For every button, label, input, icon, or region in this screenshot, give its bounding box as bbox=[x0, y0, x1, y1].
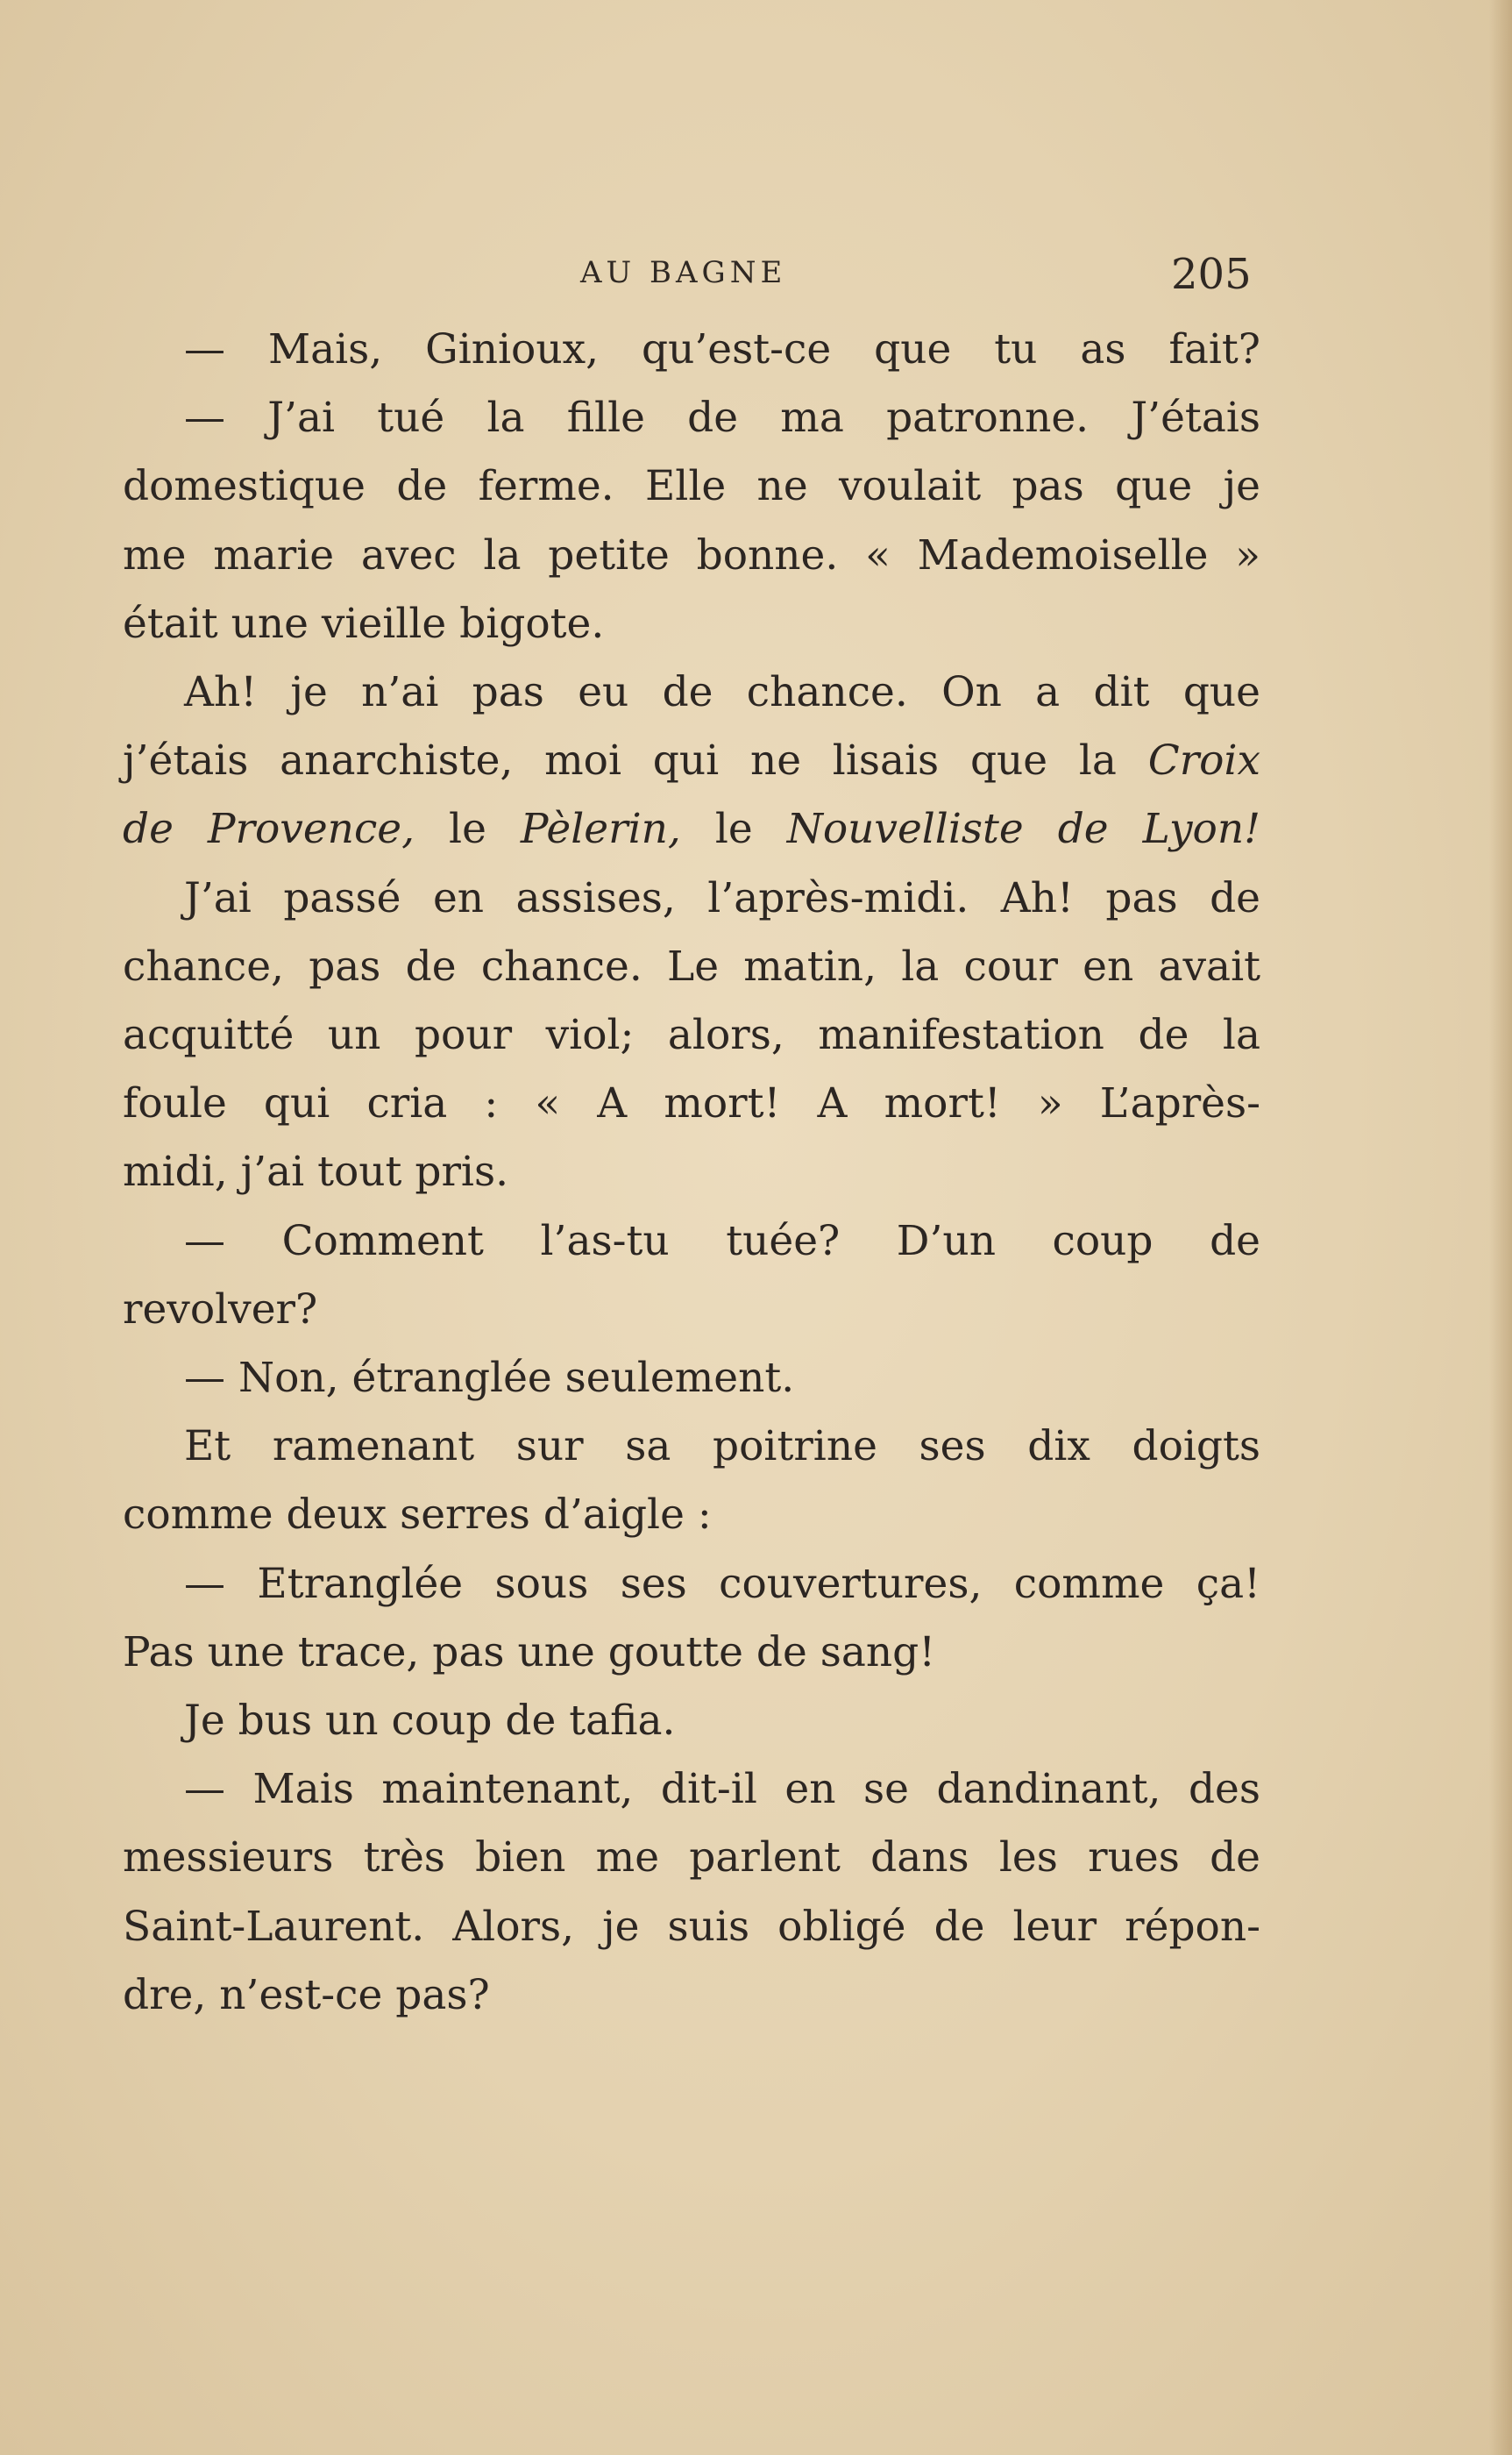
line-text: — J’ai tué la fille de ma patronne. J’étais bbox=[184, 394, 1260, 443]
text-line bbox=[123, 1413, 1260, 1481]
line-text: acquitté un pour viol; alors, manifestation de la bbox=[123, 1011, 1260, 1060]
page-edge-shadow bbox=[1489, 0, 1512, 2455]
text-line bbox=[123, 1344, 1260, 1413]
line-text: chance, pas de chance. Le matin, la cour en avait bbox=[123, 942, 1260, 991]
text-line bbox=[123, 590, 1260, 658]
text-line bbox=[123, 1138, 1260, 1206]
line-text: comme deux serres d’aigle : bbox=[123, 1491, 712, 1540]
running-head: AU BAGNE bbox=[580, 255, 787, 290]
text-line bbox=[123, 316, 1260, 384]
text-line bbox=[123, 1070, 1260, 1138]
line-text: revolver? bbox=[123, 1284, 318, 1334]
line-text: foule qui cria : « A mort! A mort! » L’après- bbox=[123, 1079, 1260, 1128]
line-text: — Non, étranglée seulement. bbox=[184, 1354, 795, 1403]
text-line bbox=[123, 933, 1260, 1001]
text-line bbox=[123, 1207, 1260, 1276]
italic-title-text: de Provence, bbox=[123, 805, 415, 854]
text-line bbox=[123, 1001, 1260, 1070]
page-number: 205 bbox=[1171, 250, 1252, 299]
line-text: Pas une trace, pas une goutte de sang! bbox=[123, 1627, 936, 1676]
line-text: Je bus un coup de tafia. bbox=[184, 1697, 676, 1746]
line-text: Saint-Laurent. Alors, je suis obligé de leur répon- bbox=[123, 1902, 1260, 1951]
line-text: — Mais maintenant, dit-il en se dandinant, des bbox=[184, 1765, 1260, 1814]
line-text: le bbox=[415, 805, 521, 854]
text-line bbox=[123, 1824, 1260, 1892]
line-text: le bbox=[680, 805, 787, 854]
body-text bbox=[123, 316, 1260, 2030]
italic-title-text: Nouvelliste de Lyon! bbox=[786, 805, 1261, 854]
italic-title-text: Pèlerin, bbox=[520, 805, 681, 854]
text-line bbox=[123, 865, 1260, 933]
text-line bbox=[123, 1961, 1260, 2030]
text-line bbox=[123, 384, 1260, 452]
italic-title-text: Croix bbox=[1147, 736, 1260, 786]
line-text: messieurs très bien me parlent dans les rues de bbox=[123, 1833, 1260, 1882]
line-text: Ah! je n’ai pas eu de chance. On a dit que bbox=[184, 668, 1260, 717]
line-text: j’étais anarchiste, moi qui ne lisais que la bbox=[123, 736, 1148, 786]
text-line bbox=[123, 452, 1260, 521]
line-text: dre, n’est-ce pas? bbox=[123, 1970, 490, 2019]
text-line bbox=[123, 727, 1260, 795]
line-text: me marie avec la petite bonne. « Mademoiselle » bbox=[123, 530, 1260, 580]
text-line bbox=[123, 1550, 1260, 1619]
text-line bbox=[123, 1276, 1260, 1344]
line-text: midi, j’ai tout pris. bbox=[123, 1148, 509, 1197]
line-text: J’ai passé en assises, l’après-midi. Ah! pas de bbox=[184, 873, 1260, 922]
line-text: — Comment l’as-tu tuée? D’un coup de bbox=[184, 1216, 1260, 1265]
page-header bbox=[0, 250, 1512, 302]
text-line bbox=[123, 1687, 1260, 1755]
line-text: — Mais, Ginioux, qu’est-ce que tu as fait? bbox=[184, 325, 1260, 374]
text-line bbox=[123, 1619, 1260, 1687]
text-line bbox=[123, 1893, 1260, 1961]
line-text: était une vieille bigote. bbox=[123, 599, 605, 648]
line-text: Et ramenant sur sa poitrine ses dix doigts bbox=[184, 1422, 1260, 1471]
text-line bbox=[123, 658, 1260, 727]
text-line bbox=[123, 795, 1260, 864]
text-line bbox=[123, 1481, 1260, 1549]
text-line bbox=[123, 522, 1260, 590]
line-text: domestique de ferme. Elle ne voulait pas que je bbox=[123, 462, 1260, 511]
line-text: — Etranglée sous ses couvertures, comme ça! bbox=[184, 1559, 1260, 1608]
text-line bbox=[123, 1755, 1260, 1824]
